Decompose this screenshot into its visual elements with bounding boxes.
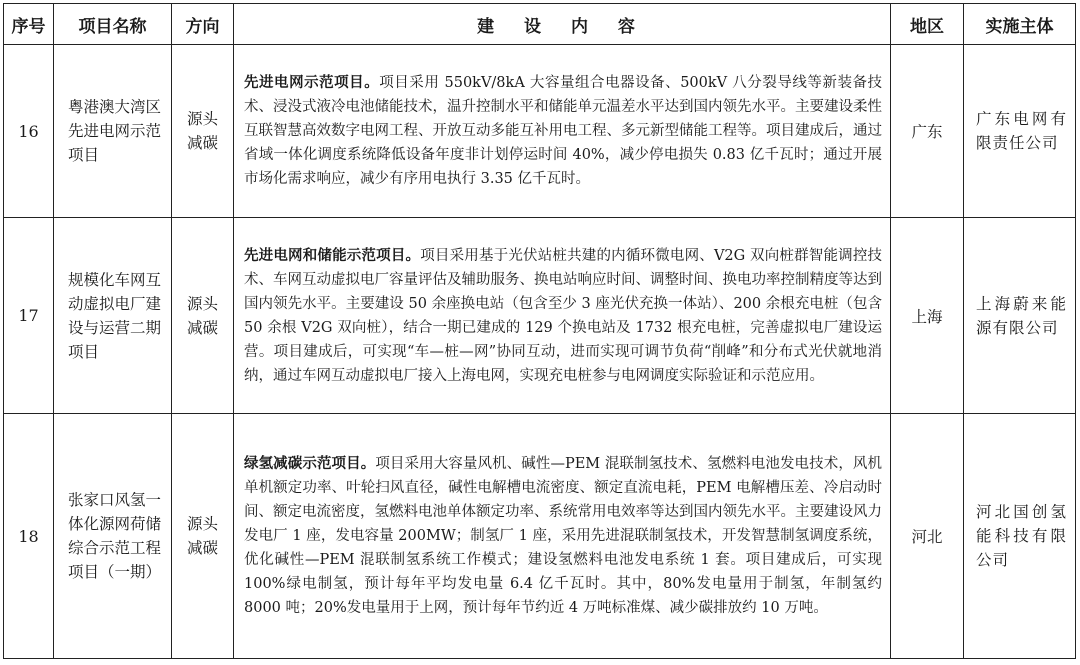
table-row xyxy=(4,218,1076,414)
row-region: 河北 xyxy=(891,414,964,659)
row-region: 广东 xyxy=(891,45,964,218)
table-row xyxy=(4,45,1076,218)
row-content-lead: 绿氢减碳示范项目。 xyxy=(244,455,376,472)
row-seq: 16 xyxy=(4,45,54,218)
row-project-name: 张家口风氢一体化源网荷储综合示范工程项目（一期） xyxy=(54,414,172,659)
row-project-name: 粤港澳大湾区先进电网示范项目 xyxy=(54,45,172,218)
row-content-body: 项目采用 550kV/8kA 大容量组合电器设备、500kV 八分裂导线等新装备技术、浸没式液冷电池储能技术，温升控制水平和储能单元温差水平达到国内领先水平。主要建设柔性互联智慧高效数字电网工程、开放互动多能互补用电工程、多元新型储能工程等。项目建成后，通过省域一体化调度系统降低设备年度非计划停运时间 40%，减少停电损失 0.83 亿千瓦时；通过开展市场化需求响应，减少有序用电执行 3.35 亿千瓦时。 xyxy=(244,75,883,187)
row-content-lead: 先进电网示范项目。 xyxy=(244,74,380,91)
row-seq: 17 xyxy=(4,218,54,414)
row-content-body: 项目采用基于光伏站桩共建的内循环微电网、V2G 双向桩群智能调控技术、车网互动虚拟电厂容量评估及辅助服务、换电站响应时间、调整时间、换电功率控制精度等达到国内领先水平。主要建设 50 余座换电站（包含至少 3 座光伏充换一体站）、200 余根充电桩（包含 50 余根 V2G 双向桩），结合一期已建成的 129 个换电站及 1732 根充电桩，完善虚拟电厂建设运营。项目建成后，可实现“车—桩—网”协同互动，进而实现可调节负荷“削峰”和分布式光伏就地消纳，通过车网互动虚拟电厂接入上海电网，实现充电桩参与电网调度实际验证和示范应用。 xyxy=(244,247,883,384)
row-region: 上海 xyxy=(891,218,964,414)
row-content-lead: 先进电网和储能示范项目。 xyxy=(244,246,421,264)
project-table xyxy=(3,3,1076,659)
header-entity: 实施主体 xyxy=(964,4,1076,45)
table-row xyxy=(4,414,1076,659)
header-seq: 序号 xyxy=(4,4,54,45)
header-region: 地区 xyxy=(891,4,964,45)
row-entity: 河北国创氢能科技有限公司 xyxy=(964,414,1076,659)
row-direction: 源头减碳 xyxy=(172,218,234,414)
row-seq: 18 xyxy=(4,414,54,659)
table-header-row xyxy=(4,4,1076,45)
row-content xyxy=(234,218,891,414)
row-entity: 上海蔚来能源有限公司 xyxy=(964,218,1076,414)
row-content xyxy=(234,45,891,218)
row-direction: 源头减碳 xyxy=(172,45,234,218)
header-content: 建 设 内 容 xyxy=(234,4,891,45)
row-content xyxy=(234,414,891,659)
row-content-body: 项目采用大容量风机、碱性—PEM 混联制氢技术、氢燃料电池发电技术，风机单机额定功率、叶轮扫风直径，碱性电解槽电流密度、额定直流电耗，PEM 电解槽压差、冷启动时间、额定电流密度，氢燃料电池单体额定功率、系统常用电效率等达到国内领先水平。主要建设风力发电厂 1 座，发电容量 200MW；制氢厂 1 座，采用先进混联制氢技术，开发智慧制氢调度系统，优化碱性—PEM 混联制氢系统工作模式；建设氢燃料电池发电系统 1 套。项目建成后，可实现 100%绿电制氢，预计每年平均发电量 6.4 亿千瓦时。其中，80%发电量用于制氢，年制氢约 8000 吨；20%发电量用于上网，预计每年节约近 4 万吨标准煤、减少碳排放约 10 万吨。 xyxy=(244,456,883,616)
row-entity: 广东电网有限责任公司 xyxy=(964,45,1076,218)
header-name: 项目名称 xyxy=(54,4,172,45)
header-direction: 方向 xyxy=(172,4,234,45)
row-direction: 源头减碳 xyxy=(172,414,234,659)
row-project-name: 规模化车网互动虚拟电厂建设与运营二期项目 xyxy=(54,218,172,414)
